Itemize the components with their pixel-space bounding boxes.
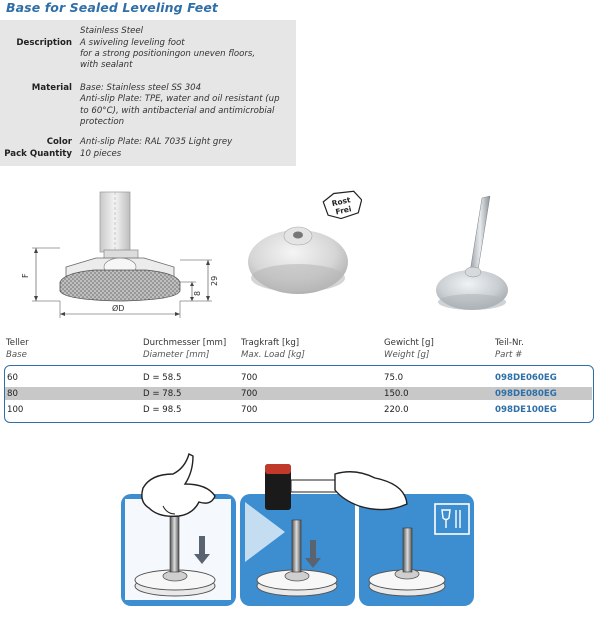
cell-base: 60 xyxy=(7,373,18,383)
dim-f-label: F xyxy=(21,273,30,278)
badge-line1: Rost xyxy=(330,195,352,209)
cell-part-number[interactable]: 098DE080EG xyxy=(495,389,557,399)
cell-base: 100 xyxy=(7,405,24,415)
header-de: Teller xyxy=(6,338,29,348)
cell-diameter: D = 78.5 xyxy=(143,389,182,399)
header-de: Teil-Nr. xyxy=(495,338,524,348)
header-en: Max. Load [kg] xyxy=(241,349,305,360)
header-en: Part # xyxy=(495,349,523,360)
spec-value: Base: Stainless steel SS 304 Anti-slip Plate: TPE, water and oil resistant (up to 60°C), with antibacterial and antimicrobial protection xyxy=(80,83,280,127)
spec-value: Anti-slip Plate: RAL 7035 Light grey xyxy=(80,137,233,147)
header-en: Weight [g] xyxy=(384,349,430,360)
spec-box xyxy=(0,20,296,166)
installation-illustration xyxy=(115,444,485,614)
cell-part-number[interactable]: 098DE060EG xyxy=(495,373,557,383)
header-en: Base xyxy=(6,349,27,360)
step-3 xyxy=(369,504,469,596)
product-photo-leveling-foot xyxy=(430,190,534,314)
product-photo-base xyxy=(238,190,362,306)
cell-diameter: D = 58.5 xyxy=(143,373,182,383)
rust-free-badge xyxy=(322,190,362,221)
col-header-weight xyxy=(384,338,434,361)
header-de: Tragkraft [kg] xyxy=(241,338,300,348)
cell-load: 700 xyxy=(241,389,258,399)
cell-weight: 220.0 xyxy=(384,405,409,415)
spec-label: Pack Quantity xyxy=(4,149,72,159)
header-de: Durchmesser [mm] xyxy=(143,338,227,348)
cell-load: 700 xyxy=(241,405,258,415)
spec-label: Description xyxy=(16,37,72,48)
dim-d-label: ØD xyxy=(112,304,125,313)
header-de: Gewicht [g] xyxy=(384,338,434,348)
cell-load: 700 xyxy=(241,373,258,383)
cell-weight: 150.0 xyxy=(384,389,409,399)
technical-drawing xyxy=(4,190,224,325)
col-header-load xyxy=(241,338,305,361)
spec-value: A swiveling leveling foot for a strong positioningon uneven floors, with sealant xyxy=(80,37,256,71)
col-header-base xyxy=(6,338,29,361)
dim-29-label: 29 xyxy=(210,275,219,286)
badge-line2: Frei xyxy=(334,204,353,217)
col-header-part xyxy=(495,338,524,361)
cell-base: 80 xyxy=(7,389,18,399)
header-en: Diameter [mm] xyxy=(143,349,210,360)
food-safe-icon xyxy=(435,504,469,534)
spec-value: Stainless Steel xyxy=(80,26,144,36)
spec-value: 10 pieces xyxy=(80,149,122,159)
col-header-diameter xyxy=(143,338,226,361)
page-title: Base for Sealed Leveling Feet xyxy=(6,0,218,15)
cell-weight: 75.0 xyxy=(384,373,404,383)
spec-label: Material xyxy=(31,83,72,93)
dim-8-label: 8 xyxy=(193,290,202,296)
cell-part-number[interactable]: 098DE100EG xyxy=(495,405,557,415)
spec-label: Color xyxy=(46,137,72,147)
cell-diameter: D = 98.5 xyxy=(143,405,182,415)
